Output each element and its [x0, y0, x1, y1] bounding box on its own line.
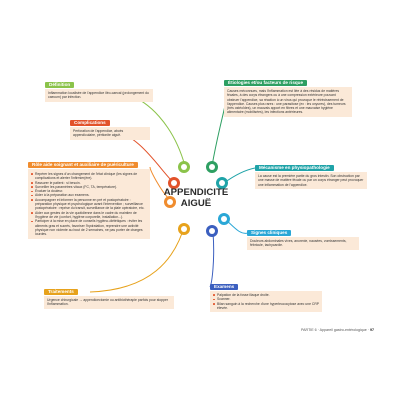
complications-body	[70, 127, 150, 140]
role-box	[28, 162, 150, 239]
page-title: APPENDICITE AIGUË	[163, 187, 229, 209]
hub-dot-etiologies	[206, 161, 218, 173]
mecanisme-box	[255, 165, 367, 189]
examens-body	[210, 291, 322, 312]
definition-box	[45, 82, 153, 102]
complications-header: Complications	[70, 120, 110, 126]
list-item: Rassurer le patient : si besoin.	[31, 181, 147, 185]
role-body	[28, 169, 150, 239]
traitements-box	[44, 289, 174, 309]
list-item: Surveiller les paramètres vitaux (FC, TA, température).	[31, 185, 147, 189]
list-item: Bilan sanguin à la recherche d'une hyperleucocytose avec une CRP élevée.	[213, 302, 319, 311]
signes-text: Douleurs abdominales vives, anorexie, nausées, vomissements, fébricule, tachycardie.	[250, 239, 347, 248]
mindmap-center	[146, 163, 246, 243]
hub-dot-traitements	[178, 223, 190, 235]
hub-dot-examens	[206, 225, 218, 237]
examens-header: Examens	[210, 284, 238, 290]
definition-body	[45, 89, 153, 102]
page-footer	[301, 328, 374, 332]
list-item: Accompagner et informer la personne en pré et postopératoire : préparation physique et psychologique avant l'intervention ; surveillance postopératoire : reprise du transit, surveillance de la plaie opératoire, etc.	[31, 198, 147, 211]
definition-text: Inflammation localisée de l'appendice iléo-caecal (prolongement du caecum) par infection.	[48, 91, 149, 100]
footer-text: PARTIE 6 · Appareil gastro-entérologique ·	[301, 328, 369, 332]
etiologies-body	[224, 87, 352, 117]
list-item: Scanner.	[213, 297, 319, 301]
etiologies-text: Causes méconnues, mais l'inflammation est liée à des résidus de matières fécales, à des corps étrangers ou à une compression extérieure pouvant obstruer l'appendice, sa réaction à un virus qui provoque le rétrécissement de l'appendice. Causes plus rares : une parasitose (ex : les oxyures), des tumeurs (très ostéoïdes), un mauvais apport en fibres et une mauvaise hygiène alimentaire (mobilisées), les infections antérieures.	[227, 89, 346, 115]
list-item: Repérer les signes d'un changement de l'état clinique (les signes de complications et alerter l'infirmier(ère).	[31, 172, 147, 181]
role-list	[31, 172, 147, 236]
page-number: 97	[370, 328, 374, 332]
mecanisme-header: Mécanisme en physiopathologie	[255, 165, 334, 171]
list-item: Aider à la préparation aux examens.	[31, 193, 147, 197]
definition-header: Définition	[45, 82, 74, 88]
signes-box	[247, 230, 359, 250]
examens-box	[210, 284, 322, 312]
etiologies-header: Étiologies et/ou facteurs de risque	[224, 80, 307, 86]
complications-text: Perforation de l'appendice, abcès appendiculaire, péritonite aiguë.	[73, 129, 124, 138]
mecanisme-body	[255, 172, 367, 189]
list-item: Palpation de la fosse iliaque droite.	[213, 293, 319, 297]
list-item: Aider aux gestes de la vie quotidienne dans le cadre du maintien de l'hygiène de vie (confort, hygiène corporelle, installation...).	[31, 211, 147, 220]
signes-body	[247, 237, 359, 250]
traitements-header: Traitements	[44, 289, 78, 295]
list-item: Participer à la mise en place de conseils hygiéno-diététiques : éviter les aliments gras et sucrés, favoriser l'hydratation, reprendre une activité physique non violente au bout de 2 semaines, ne pas porter de charges lourdes.	[31, 219, 147, 236]
list-item: Évaluer la douleur.	[31, 189, 147, 193]
traitements-body	[44, 296, 174, 309]
mecanisme-text: La cause est la première partie du gros intestin. Son obstruction par une masse de matière fécale ou par un corps étranger peut provoquer une inflammation de l'appendice.	[258, 174, 364, 187]
etiologies-box	[224, 80, 352, 117]
complications-box	[70, 120, 150, 140]
examens-list	[213, 293, 319, 310]
role-header: Rôle aide soignant et auxiliaire de puériculture	[28, 162, 138, 168]
traitements-text: Urgence chirurgicale → appendicectomie ou antibiothérapie parfois pour stopper l'inflammation.	[47, 298, 169, 307]
signes-header: Signes cliniques	[247, 230, 291, 236]
hub-dot-definition	[178, 161, 190, 173]
hub-dot-signes	[218, 213, 230, 225]
